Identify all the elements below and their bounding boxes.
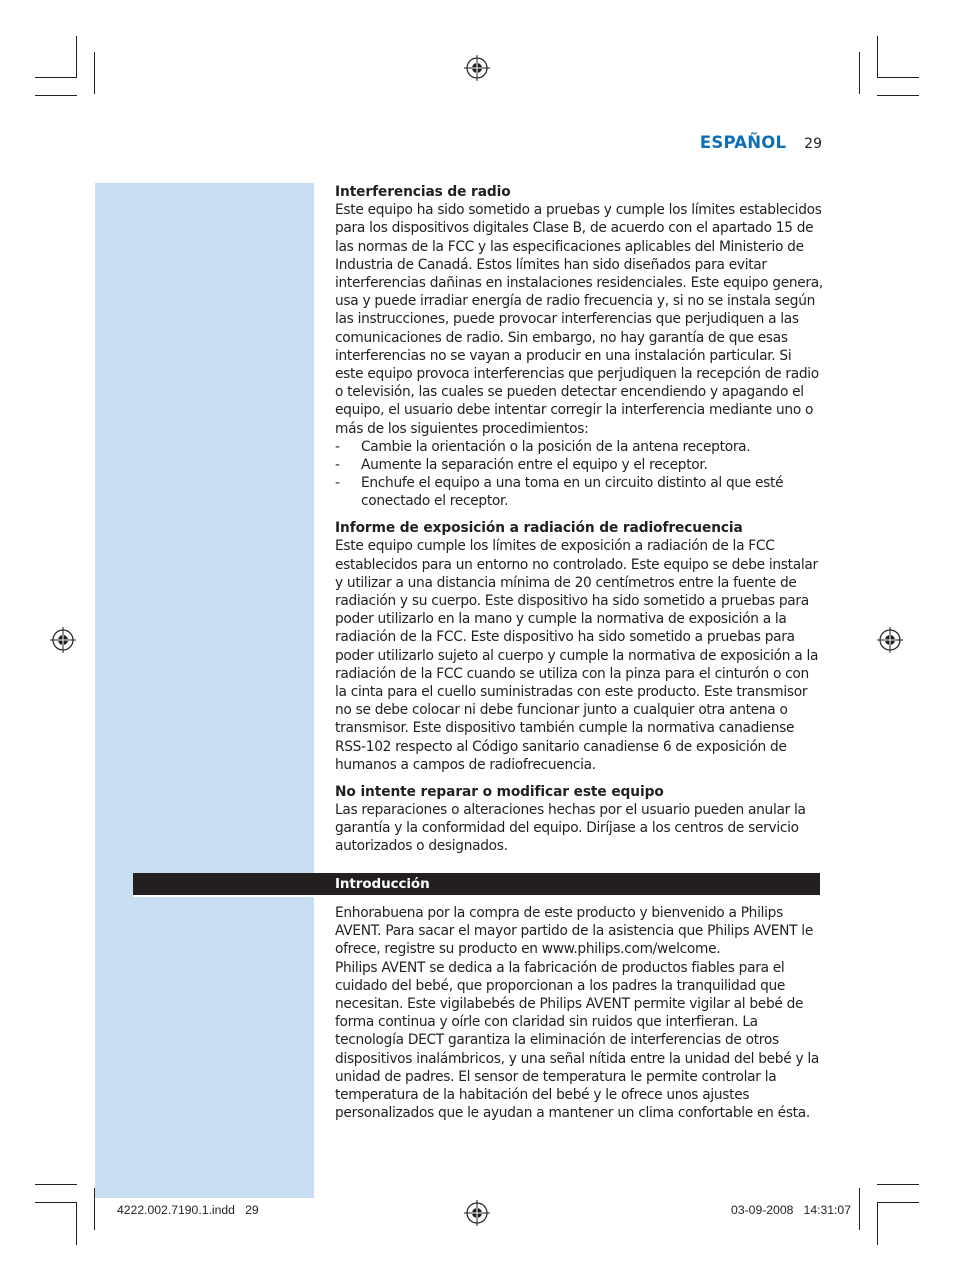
list-item: - Aumente la separación entre el equipo y el receptor. <box>335 457 708 474</box>
crop-mark <box>877 1184 919 1185</box>
intro-content <box>335 904 823 1122</box>
language-label: ESPAÑOL <box>699 133 787 152</box>
page-number: 29 <box>804 136 822 152</box>
footer-file: 4222.002.7190.1.indd 29 <box>117 1203 259 1217</box>
crop-mark <box>859 52 860 94</box>
registration-mark-icon <box>877 627 903 653</box>
section-rf-exposure <box>335 519 823 774</box>
section-heading: Interferencias de radio <box>335 184 511 200</box>
intro-paragraph: Philips AVENT se dedica a la fabricación de productos fiables para el cuidado del bebé, que proporcionan a los padres la tranquilidad que necesitan. Este vigilabebés de Philips AVENT permite vigilar al bebé de forma continua y oírle con claridad sin ruidos que interfieran. La tecnología DECT garantiza la eliminación de interferencias de otros dispositivos inalámbricos, y una señal nítida entre la unidad del bebé y la unidad de padres. El sensor de temperatura le permite controlar la temperatura de la habitación del bebé y le ofrece unos ajustes personalizados que le ayudan a mantener un clima confortable en ésta. <box>335 959 820 1122</box>
section-text: Este equipo ha sido sometido a pruebas y cumple los límites establecidos para los dispositivos digitales Clase B, de acuerdo con el apartado 15 de las normas de la FCC y las especificaciones aplicables del Ministerio de Industria de Canadá. Estos límites han sido diseñados para evitar interferencias dañinas en instalaciones residenciales. Este equipo genera, usa y puede irradiar energía de radio frecuencia y, si no se instala según las instrucciones, puede provocar interferencias que perjudiquen a las comunicaciones de radio. Sin embargo, no hay garantía de que esas interferencias no se vayan a producir en una instalación particular. Si este equipo provoca interferencias que perjudiquen la recepción de radio o televisión, las cuales se pueden detectar encendiendo y apagando el equipo, el usuario debe intentar corregir la interferencia mediante uno o más de los siguientes procedimientos: <box>335 202 823 437</box>
crop-mark <box>877 1203 878 1245</box>
intro-heading: Introducción <box>335 876 430 892</box>
footer-timestamp: 03-09-2008 14:31:07 <box>731 1203 851 1217</box>
intro-heading-bar <box>133 873 820 897</box>
section-no-repair <box>335 783 823 856</box>
crop-mark <box>859 1188 860 1230</box>
registration-mark-icon <box>464 1200 490 1226</box>
crop-mark <box>877 95 919 96</box>
section-heading: No intente reparar o modificar este equipo <box>335 783 664 800</box>
crop-mark <box>877 36 878 78</box>
crop-mark <box>35 95 77 96</box>
crop-mark <box>877 77 919 78</box>
sidebar-panel <box>95 183 314 1198</box>
main-content <box>335 183 823 864</box>
section-text: Este equipo cumple los límites de exposición a radiación de la FCC establecidos para un entorno no controlado. Este equipo se debe instalar y utilizar a una distancia mínima de 20 centímetros entre la fuente de radiación y su cuerpo. Este dispositivo ha sido sometido a pruebas para poder utilizarlo en la mano y cumple la normativa de exposición a la radiación de la FCC. Este dispositivo ha sido sometido a pruebas para poder utilizarlo sujeto al cuerpo y cumple la normativa de exposición a la radiación de la FCC cuando se utiliza con la pinza para el cinturón o con la cinta para el cuello suministradas con este producto. Este transmisor no se debe colocar ni debe funcionar junto a cualquier otra antena o transmisor. Este dispositivo también cumple la normativa canadiense RSS-102 respecto al Código sanitario canadiense 6 de exposición de humanos a campos de radiofrecuencia. <box>335 538 819 773</box>
crop-mark <box>35 1184 77 1185</box>
page-header <box>700 133 822 152</box>
registration-mark-icon <box>464 55 490 81</box>
crop-mark <box>35 77 77 78</box>
section-heading: Informe de exposición a radiación de radiofrecuencia <box>335 520 743 537</box>
intro-paragraph: Enhorabuena por la compra de este producto y bienvenido a Philips AVENT. Para sacar el mayor partido de la asistencia que Philips AVENT le ofrece, registre su producto en www.philips.com/welcome. <box>335 905 813 958</box>
crop-mark <box>35 1202 77 1203</box>
crop-mark <box>76 1203 77 1245</box>
section-radio-interference <box>335 183 823 511</box>
list-item: - Enchufe el equipo a una toma en un circuito distinto al que esté conectado el receptor. <box>335 475 784 510</box>
crop-mark <box>76 36 77 78</box>
list-item: - Cambie la orientación o la posición de la antena receptora. <box>335 438 751 455</box>
section-text: Las reparaciones o alteraciones hechas por el usuario pueden anular la garantía y la conformidad del equipo. Diríjase a los centros de servicio autorizados o designados. <box>335 801 806 855</box>
procedure-list <box>335 438 823 511</box>
crop-mark <box>94 52 95 94</box>
crop-mark <box>877 1202 919 1203</box>
registration-mark-icon <box>50 627 76 653</box>
